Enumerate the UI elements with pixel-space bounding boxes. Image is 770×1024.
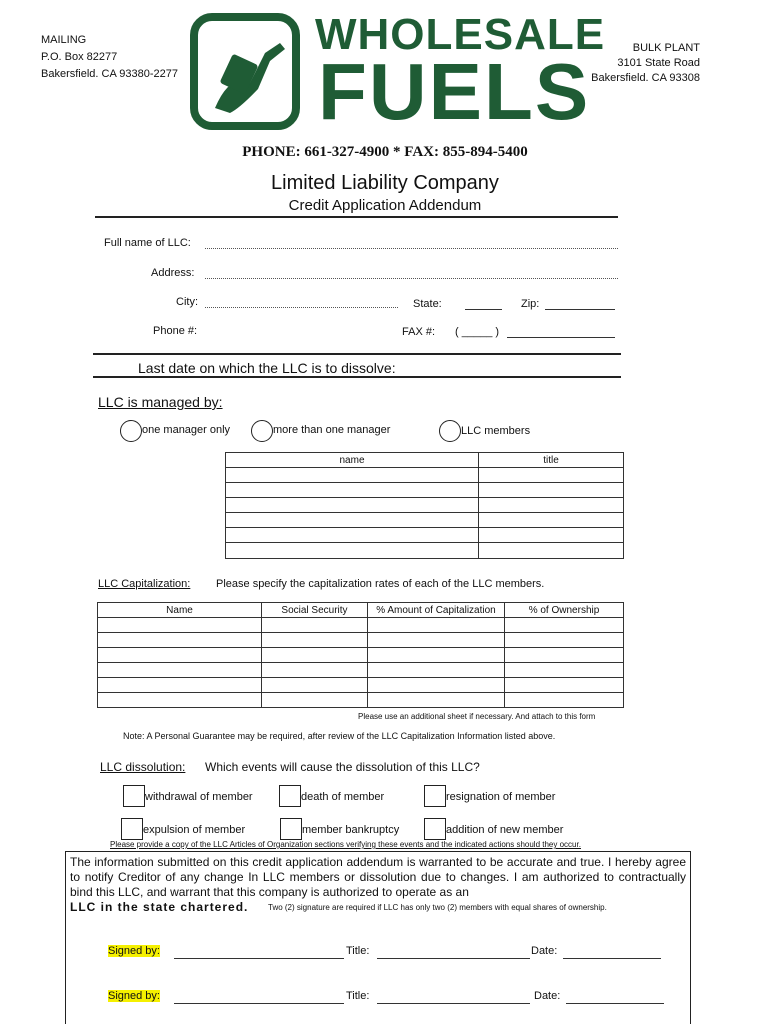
section-rule xyxy=(93,353,621,355)
dissolve-date-input[interactable] xyxy=(93,376,621,378)
cap-col-ssn: Social Security xyxy=(262,603,368,618)
date-label-1: Date: xyxy=(531,945,558,957)
dissolution-heading: LLC dissolution: xyxy=(100,760,186,774)
title-rule xyxy=(95,216,618,218)
checkbox-new-member[interactable] xyxy=(424,818,446,840)
radio-one-manager[interactable] xyxy=(120,420,142,442)
table-row[interactable] xyxy=(98,693,624,708)
new-member-label: addition of new member xyxy=(446,824,564,836)
title-input-1[interactable] xyxy=(377,958,530,959)
fax-label: FAX #: xyxy=(402,326,436,338)
table-row[interactable] xyxy=(98,678,624,693)
one-manager-label: one manager only xyxy=(142,424,231,436)
withdrawal-label: withdrawal of member xyxy=(145,791,253,803)
resignation-label: resignation of member xyxy=(446,791,556,803)
signed-by-label-1: Signed by: xyxy=(108,945,160,957)
signed-by-label-2: Signed by: xyxy=(108,990,160,1002)
title-label-2: Title: xyxy=(346,990,370,1002)
contact-line: PHONE: 661-327-4900 * FAX: 855-894-5400 xyxy=(242,144,528,160)
fax-area-code[interactable]: ( _____ ) xyxy=(455,326,500,338)
table-row[interactable] xyxy=(98,633,624,648)
date-input-1[interactable] xyxy=(563,958,661,959)
table-row[interactable] xyxy=(98,618,624,633)
radio-multiple-managers[interactable] xyxy=(251,420,273,442)
full-name-label: Full name of LLC: xyxy=(104,237,191,249)
cap-col-ownership: % of Ownership xyxy=(505,603,624,618)
dissolution-footnote: Please provide a copy of the LLC Articles of Organization sections verifying these events and the indicated actions should they occur. xyxy=(110,840,581,849)
table-row[interactable] xyxy=(226,543,624,559)
checkbox-withdrawal[interactable] xyxy=(123,785,145,807)
bulk-label: BULK PLANT xyxy=(632,42,700,54)
dissolution-question: Which events will cause the dissolution of this LLC? xyxy=(205,760,480,774)
checkbox-death[interactable] xyxy=(279,785,301,807)
agreement-box xyxy=(65,851,691,1024)
mailing-line1: P.O. Box 82277 xyxy=(41,51,118,63)
agreement-small: Two (2) signature are required if LLC has only two (2) members with equal shares of ownership. xyxy=(268,903,607,912)
address-label: Address: xyxy=(151,267,195,279)
cap-col-name: Name xyxy=(98,603,262,618)
city-input[interactable] xyxy=(205,307,398,308)
cap-col-amount: % Amount of Capitalization xyxy=(368,603,505,618)
zip-label: Zip: xyxy=(521,298,540,310)
table-row[interactable] xyxy=(226,483,624,498)
signature-input-2[interactable] xyxy=(174,1003,344,1004)
signature-input-1[interactable] xyxy=(174,958,344,959)
radio-llc-members[interactable] xyxy=(439,420,461,442)
bulk-plant-address xyxy=(591,41,700,86)
date-label-2: Date: xyxy=(534,990,561,1002)
managers-col-name: name xyxy=(226,453,479,468)
death-label: death of member xyxy=(301,791,385,803)
logo-word-wholesale: WHOLESALE xyxy=(315,10,606,59)
checkbox-resignation[interactable] xyxy=(424,785,446,807)
bulk-line2: Bakersfield. CA 93308 xyxy=(591,72,700,84)
guarantee-note: Note: A Personal Guarantee may be required, after review of the LLC Capitalization Information listed above. xyxy=(123,731,556,741)
page-title: Limited Liability Company xyxy=(271,172,499,194)
address-input[interactable] xyxy=(205,278,618,279)
capitalization-heading: LLC Capitalization: xyxy=(98,578,191,590)
bankruptcy-label: member bankruptcy xyxy=(302,824,400,836)
managers-col-title: title xyxy=(479,453,624,468)
full-name-input[interactable] xyxy=(205,248,618,249)
table-row[interactable] xyxy=(226,498,624,513)
table-row[interactable] xyxy=(226,468,624,483)
table-row[interactable] xyxy=(98,663,624,678)
phone-label: Phone #: xyxy=(153,325,198,337)
mailing-line2: Bakersfield. CA 93380-2277 xyxy=(41,68,178,80)
title-input-2[interactable] xyxy=(377,1003,530,1004)
agreement-last-line: LLC in the state chartered. xyxy=(70,900,249,914)
managers-table xyxy=(225,452,624,559)
table-row[interactable] xyxy=(226,528,624,543)
table-row[interactable] xyxy=(226,513,624,528)
zip-input[interactable] xyxy=(545,309,615,310)
fax-input[interactable] xyxy=(507,337,615,338)
bulk-line1: 3101 State Road xyxy=(617,57,700,69)
dissolve-date-label: Last date on which the LLC is to dissolve: xyxy=(138,360,396,376)
capitalization-table xyxy=(97,602,624,708)
checkbox-expulsion[interactable] xyxy=(121,818,143,840)
table-row[interactable] xyxy=(98,648,624,663)
capitalization-text: Please specify the capitalization rates of each of the LLC members. xyxy=(216,578,545,590)
page-subtitle: Credit Application Addendum xyxy=(288,197,482,214)
managed-heading: LLC is managed by: xyxy=(98,394,223,410)
capitalization-footnote: Please use an additional sheet if necessary. And attach to this form xyxy=(358,712,596,721)
multi-manager-label: more than one manager xyxy=(273,424,391,436)
mailing-address xyxy=(41,32,178,83)
llc-members-label: LLC members xyxy=(461,425,531,437)
state-input[interactable] xyxy=(465,309,502,310)
date-input-2[interactable] xyxy=(566,1003,664,1004)
fuel-pump-icon xyxy=(190,13,300,130)
expulsion-label: expulsion of member xyxy=(143,824,246,836)
logo-word-fuels: FUELS xyxy=(318,47,591,136)
state-label: State: xyxy=(413,298,442,310)
title-label-1: Title: xyxy=(346,945,370,957)
mailing-label: MAILING xyxy=(41,34,87,46)
checkbox-bankruptcy[interactable] xyxy=(280,818,302,840)
city-label: City: xyxy=(176,296,198,308)
agreement-text: The information submitted on this credit application addendum is warranted to be accurate and true. I hereby agree to notify Creditor of any change In LLC members or dissolution due to changes. I am authorized to contractually bind this LLC, and warrant that this company is authorized to operate as an xyxy=(70,855,686,899)
